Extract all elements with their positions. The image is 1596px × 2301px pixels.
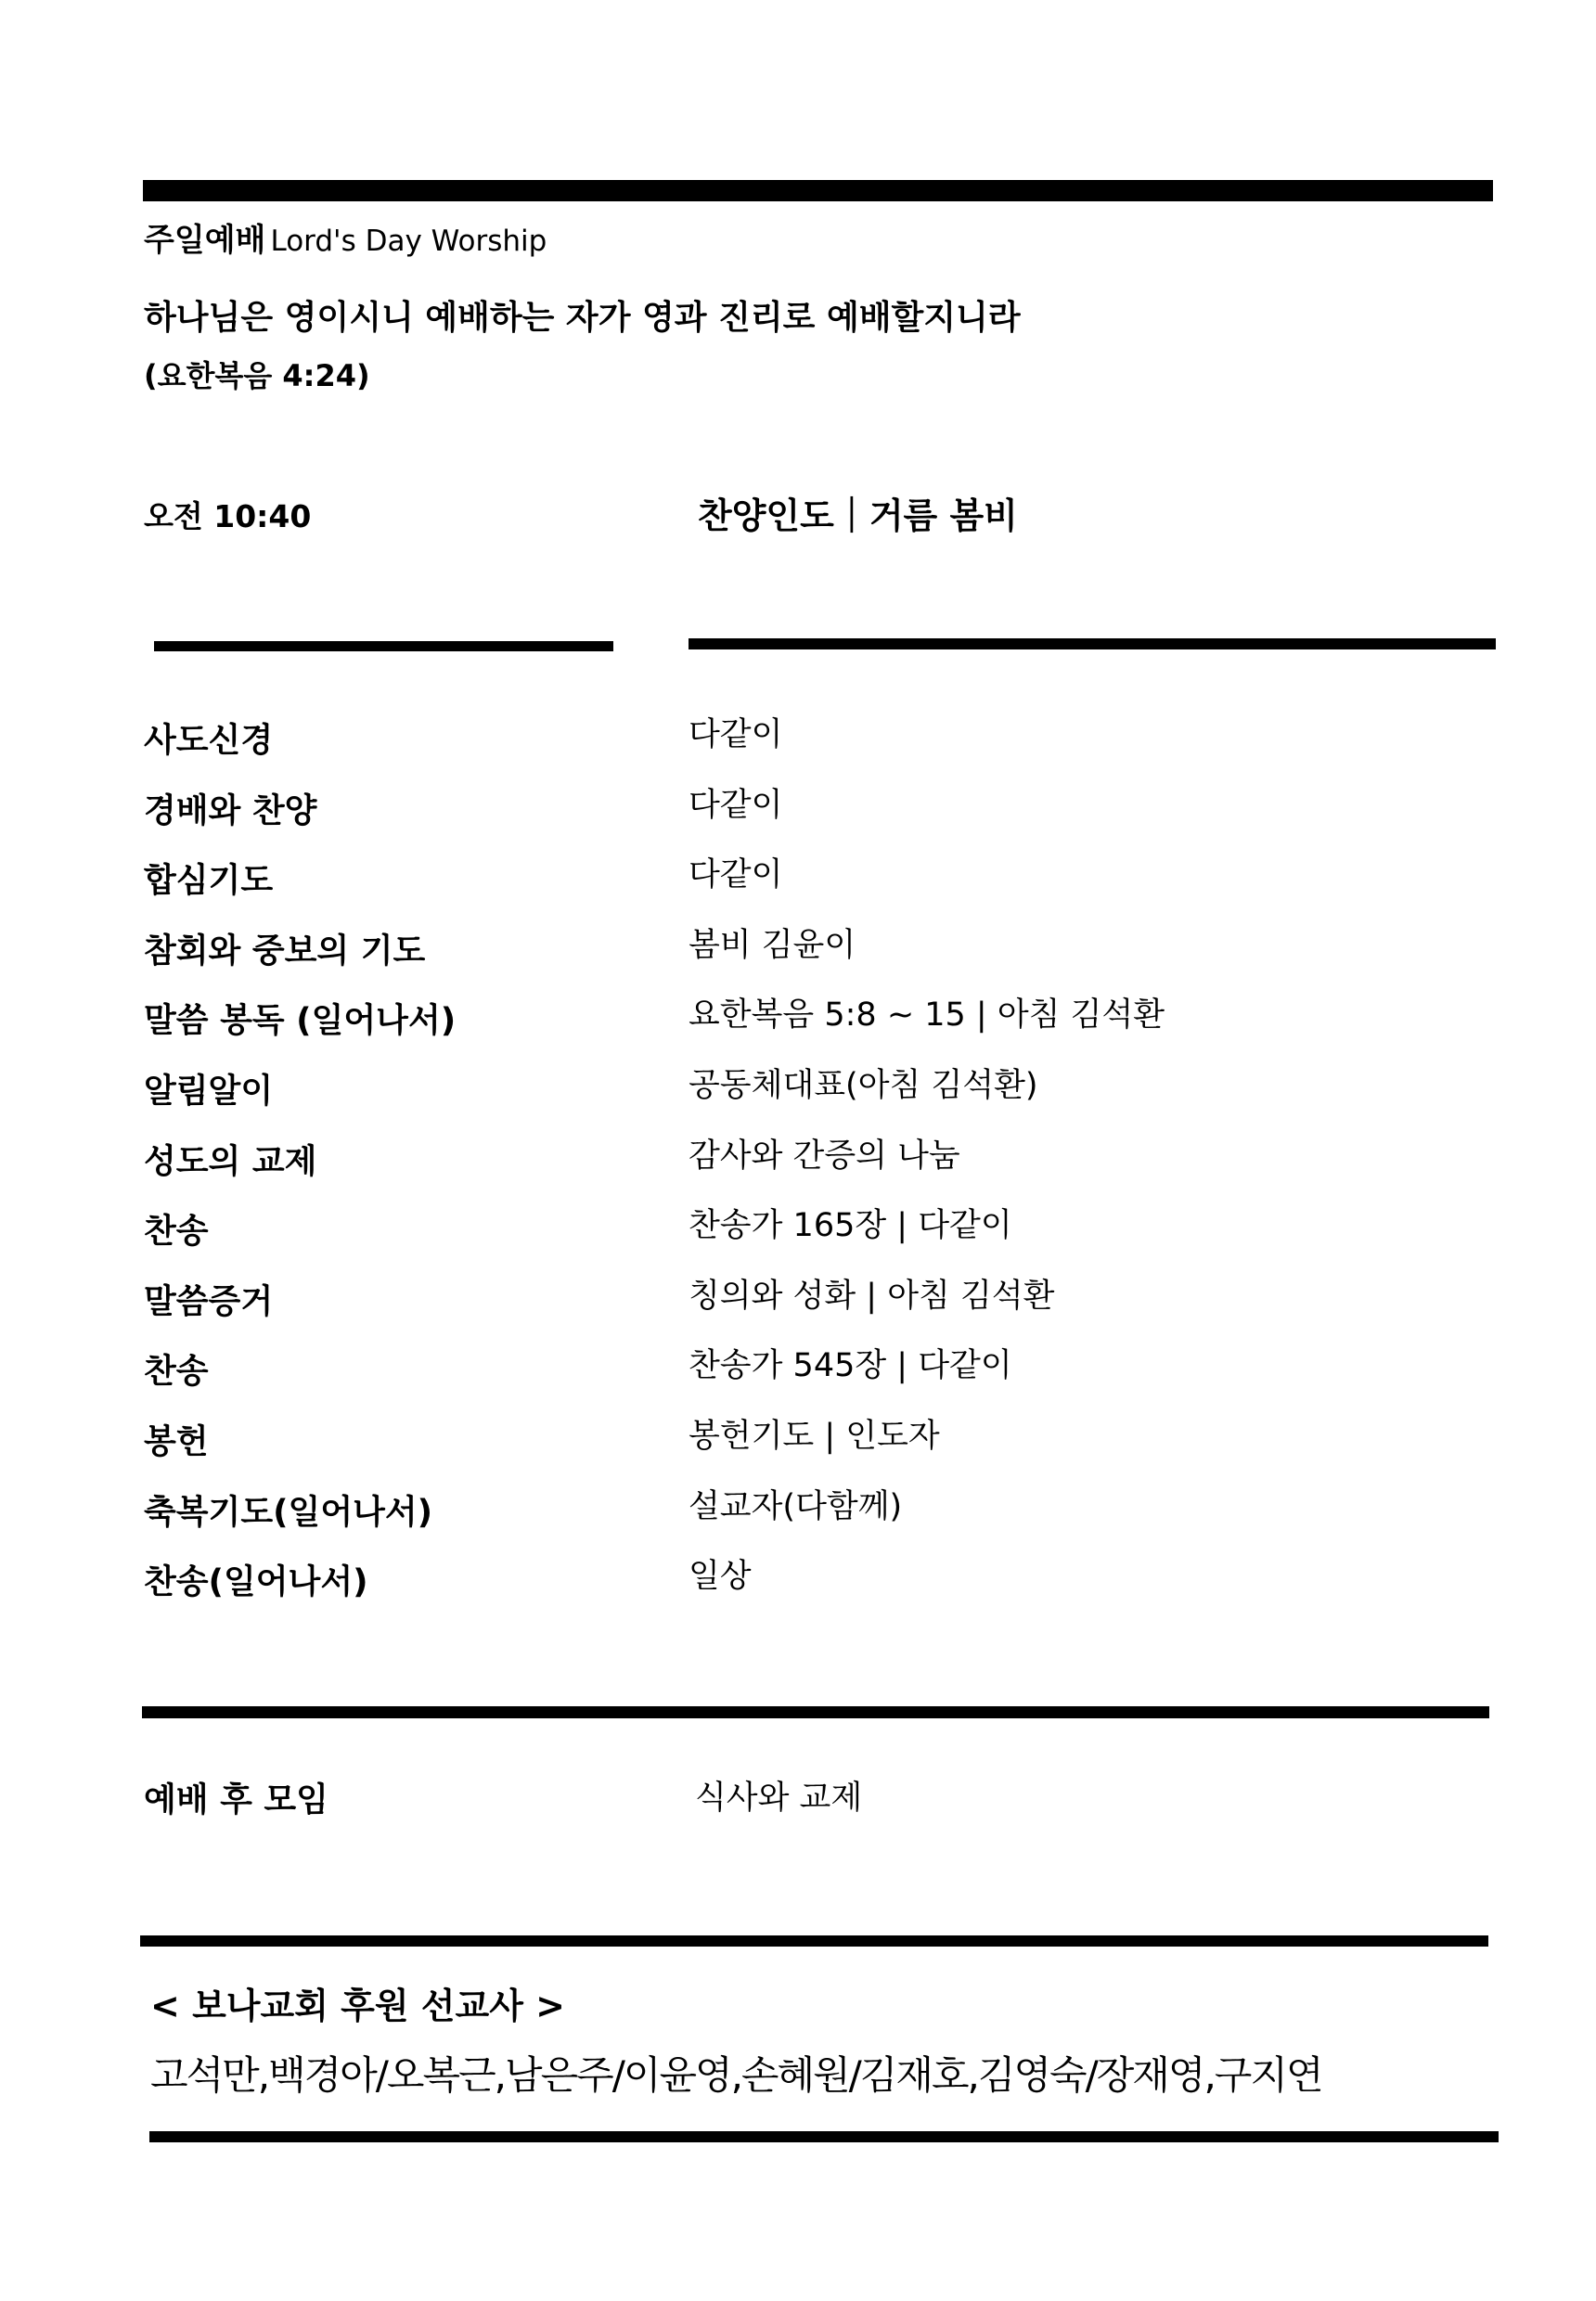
order-item-value: 찬송가 545장 | 다같이 <box>689 1347 1012 1385</box>
order-item-label: 경배와 찬양 <box>144 791 317 830</box>
order-item-label: 찬송(일어나서) <box>144 1562 368 1601</box>
order-item-value: 봉헌기도 | 인도자 <box>689 1418 940 1455</box>
missionaries-title: < 보나교회 후원 선교사 > <box>150 1986 565 2026</box>
order-item-label: 축복기도(일어나서) <box>144 1493 433 1532</box>
order-item-value: 설교자(다함께) <box>689 1487 903 1525</box>
order-item-label: 사도신경 <box>144 721 274 760</box>
order-item-value: 다같이 <box>689 786 783 824</box>
service-title-en: Lord's Day Worship <box>270 225 547 258</box>
missionaries-names: 고석만,백경아/오복근,남은주/이윤영,손혜원/김재호,김영숙/장재영,구지연 <box>150 2052 1322 2098</box>
scripture-verse: 하나님은 영이시니 예배하는 자가 영과 진리로 예배할지니라 <box>144 299 1021 337</box>
service-title-ko: 주일예배 <box>144 222 266 259</box>
order-item-value: 다같이 <box>689 716 783 753</box>
order-item-value: 일상 <box>689 1558 752 1596</box>
order-item-value: 칭의와 성화 | 아침 김석환 <box>689 1277 1055 1315</box>
after-service-value: 식사와 교제 <box>695 1780 863 1817</box>
service-title <box>144 222 547 259</box>
order-item-value: 다같이 <box>689 856 783 894</box>
order-item-label: 말씀 봉독 (일어나서) <box>144 1001 457 1040</box>
section-divider <box>142 1706 1489 1718</box>
missionary-divider-top <box>140 1935 1488 1947</box>
scripture-reference: (요한복음 4:24) <box>144 358 370 393</box>
order-item-label: 말씀증거 <box>144 1282 274 1321</box>
order-item-value: 찬송가 165장 | 다같이 <box>689 1207 1012 1245</box>
order-item-label: 알림알이 <box>144 1072 274 1111</box>
order-item-label: 찬송 <box>144 1212 209 1251</box>
top-divider <box>143 180 1493 201</box>
left-column-divider <box>154 641 613 651</box>
right-column-divider <box>689 638 1496 649</box>
order-item-label: 봉헌 <box>144 1422 209 1461</box>
service-time: 오전 10:40 <box>144 498 312 534</box>
worship-leader: 찬양인도｜거름 봄비 <box>698 495 1018 536</box>
order-item-label: 성도의 교제 <box>144 1142 317 1181</box>
after-service-label: 예배 후 모임 <box>144 1780 328 1819</box>
order-item-label: 합심기도 <box>144 861 274 900</box>
order-item-value: 봄비 김윤이 <box>689 926 856 964</box>
missionary-divider-bottom <box>149 2131 1499 2142</box>
order-item-label: 찬송 <box>144 1352 209 1391</box>
order-item-value: 요한복음 5:8 ~ 15 | 아침 김석환 <box>689 996 1165 1035</box>
order-item-value: 감사와 간증의 나눔 <box>689 1137 960 1175</box>
order-item-value: 공동체대표(아침 김석환) <box>689 1067 1038 1104</box>
order-item-label: 참회와 중보의 기도 <box>144 932 426 971</box>
